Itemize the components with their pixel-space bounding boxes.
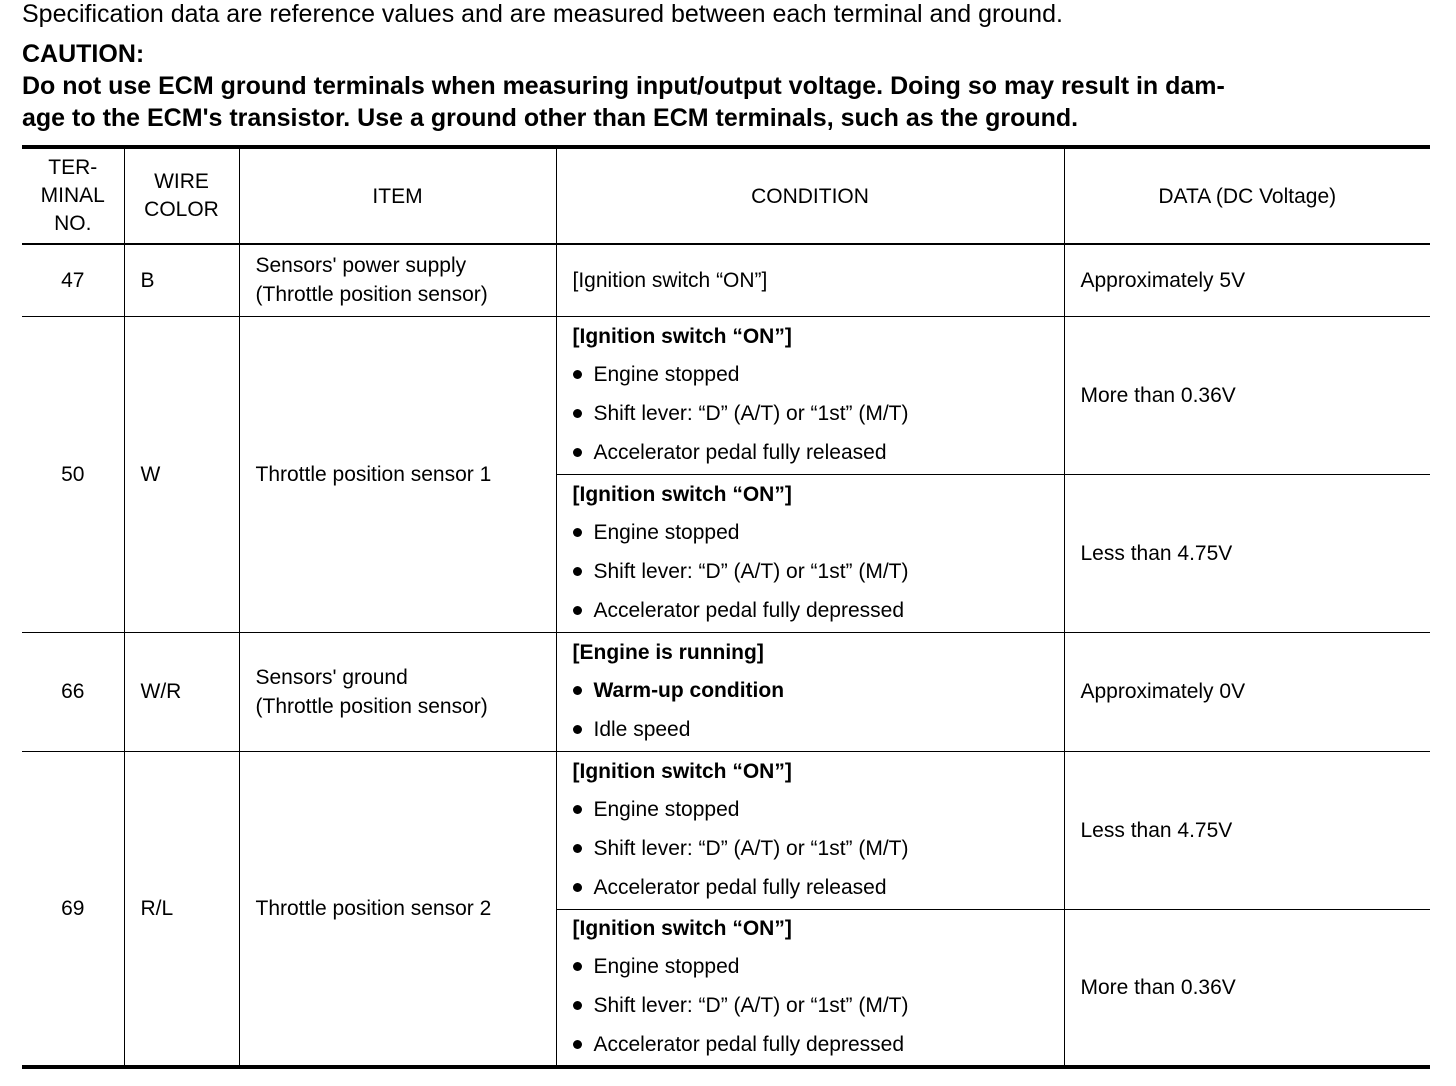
- bullet-icon: [573, 725, 582, 734]
- header-row: [22, 147, 1430, 244]
- caution-line-2: age to the ECM's transistor. Use a ground other than ECM terminals, such as the ground.: [22, 104, 1079, 132]
- condition-bullet: [573, 513, 1048, 552]
- header-wire-line2: COLOR: [144, 198, 219, 221]
- bullet-text: Engine stopped: [593, 955, 740, 979]
- bullet-text: Accelerator pedal fully depressed: [593, 599, 905, 622]
- condition-cell: [556, 474, 1064, 632]
- table-row: [22, 632, 1430, 751]
- header-terminal-line3: NO.: [54, 212, 92, 235]
- header-terminal-no: [22, 147, 124, 244]
- condition-bullet: [573, 986, 1048, 1025]
- bullet-text: Engine stopped: [593, 798, 740, 821]
- item-line: (Throttle position sensor): [255, 694, 488, 718]
- intro-text: Specification data are reference values and are measured between each terminal and ground.: [22, 0, 1063, 28]
- condition-cell: [556, 632, 1064, 751]
- bullet-text: Shift lever: “D” (A/T) or “1st” (M/T): [593, 837, 909, 860]
- bullet-text: Accelerator pedal fully depressed: [593, 1033, 905, 1057]
- bullet-icon: [573, 448, 582, 457]
- condition-heading: [Engine is running]: [572, 641, 764, 664]
- bullet-icon: [573, 567, 582, 576]
- header-terminal-line2: MINAL: [40, 184, 105, 207]
- table-row: [22, 751, 1430, 909]
- condition-cell: [556, 909, 1064, 1067]
- caution-body: [22, 70, 1432, 134]
- condition-cell: [Ignition switch “ON”]: [556, 244, 1064, 316]
- wire-color: W/R: [124, 632, 239, 751]
- bullet-text: Shift lever: “D” (A/T) or “1st” (M/T): [593, 560, 909, 583]
- item-line: Sensors' power supply: [255, 254, 467, 278]
- header-wire-color: [124, 147, 239, 244]
- bullet-text: Shift lever: “D” (A/T) or “1st” (M/T): [593, 994, 909, 1018]
- wire-color: R/L: [124, 751, 239, 1067]
- terminal-no: 69: [22, 751, 124, 1067]
- condition-bullet: [573, 710, 1048, 749]
- bullet-icon: [573, 883, 582, 892]
- terminal-no: 50: [22, 316, 124, 632]
- bullet-text: Accelerator pedal fully released: [593, 441, 887, 464]
- wire-color: W: [124, 316, 239, 632]
- bullet-text: Shift lever: “D” (A/T) or “1st” (M/T): [593, 402, 909, 425]
- condition-bullet: [573, 591, 1048, 630]
- condition-bullet: [573, 829, 1048, 868]
- data-value: More than 0.36V: [1064, 316, 1430, 474]
- caution-title: CAUTION:: [22, 40, 145, 68]
- bullet-text: Accelerator pedal fully released: [593, 876, 887, 899]
- bullet-text: Engine stopped: [593, 521, 740, 544]
- caution-line-1: Do not use ECM ground terminals when measuring input/output voltage. Doing so may result in dam-: [22, 72, 1225, 100]
- data-value: Approximately 5V: [1064, 244, 1430, 316]
- item-line: (Throttle position sensor): [255, 283, 488, 307]
- data-value: Less than 4.75V: [1064, 474, 1430, 632]
- wire-color: B: [124, 244, 239, 316]
- data-value: Less than 4.75V: [1064, 751, 1430, 909]
- bullet-icon: [573, 962, 582, 971]
- bullet-icon: [573, 805, 582, 814]
- item-line: Sensors' ground: [255, 665, 408, 689]
- bullet-icon: [573, 370, 582, 379]
- condition-heading: [Ignition switch “ON”]: [572, 760, 792, 783]
- bullet-text: Idle speed: [593, 718, 691, 741]
- bullet-icon: [573, 606, 582, 615]
- condition-bullet: [573, 790, 1048, 829]
- bullet-icon: [573, 1040, 582, 1049]
- item-cell: Throttle position sensor 2: [239, 751, 556, 1067]
- header-condition: CONDITION: [556, 147, 1064, 244]
- condition-heading: [Ignition switch “ON”]: [572, 483, 792, 506]
- bullet-icon: [573, 1001, 582, 1010]
- condition-cell: [556, 751, 1064, 909]
- bullet-text: Engine stopped: [593, 363, 740, 386]
- bullet-icon: [573, 844, 582, 853]
- condition-bullet: [573, 868, 1048, 907]
- data-value: Approximately 0V: [1064, 632, 1430, 751]
- terminal-no: 66: [22, 632, 124, 751]
- condition-bullet: [573, 394, 1048, 433]
- bullet-text: Warm-up condition: [593, 679, 785, 702]
- table-row: [22, 316, 1430, 474]
- condition-bullet: [573, 355, 1048, 394]
- item-cell: [239, 244, 556, 316]
- item-cell: Throttle position sensor 1: [239, 316, 556, 632]
- terminal-no: 47: [22, 244, 124, 316]
- bullet-icon: [573, 686, 582, 695]
- condition-heading: [Ignition switch “ON”]: [572, 917, 792, 941]
- header-wire-line1: WIRE: [154, 170, 209, 193]
- condition-bullet: [573, 671, 1048, 710]
- data-value: More than 0.36V: [1064, 909, 1430, 1067]
- item-cell: [239, 632, 556, 751]
- terminal-spec-table: [22, 145, 1430, 1069]
- condition-cell: [556, 316, 1064, 474]
- table-row: [22, 244, 1430, 316]
- bullet-icon: [573, 409, 582, 418]
- header-item: ITEM: [239, 147, 556, 244]
- condition-bullet: [573, 947, 1048, 986]
- header-terminal-line1: TER-: [48, 156, 98, 179]
- header-data: DATA (DC Voltage): [1064, 147, 1430, 244]
- condition-bullet: [573, 433, 1048, 472]
- bullet-icon: [573, 528, 582, 537]
- condition-bullet: [573, 552, 1048, 591]
- condition-heading: [Ignition switch “ON”]: [572, 325, 792, 348]
- condition-bullet: [573, 1025, 1048, 1064]
